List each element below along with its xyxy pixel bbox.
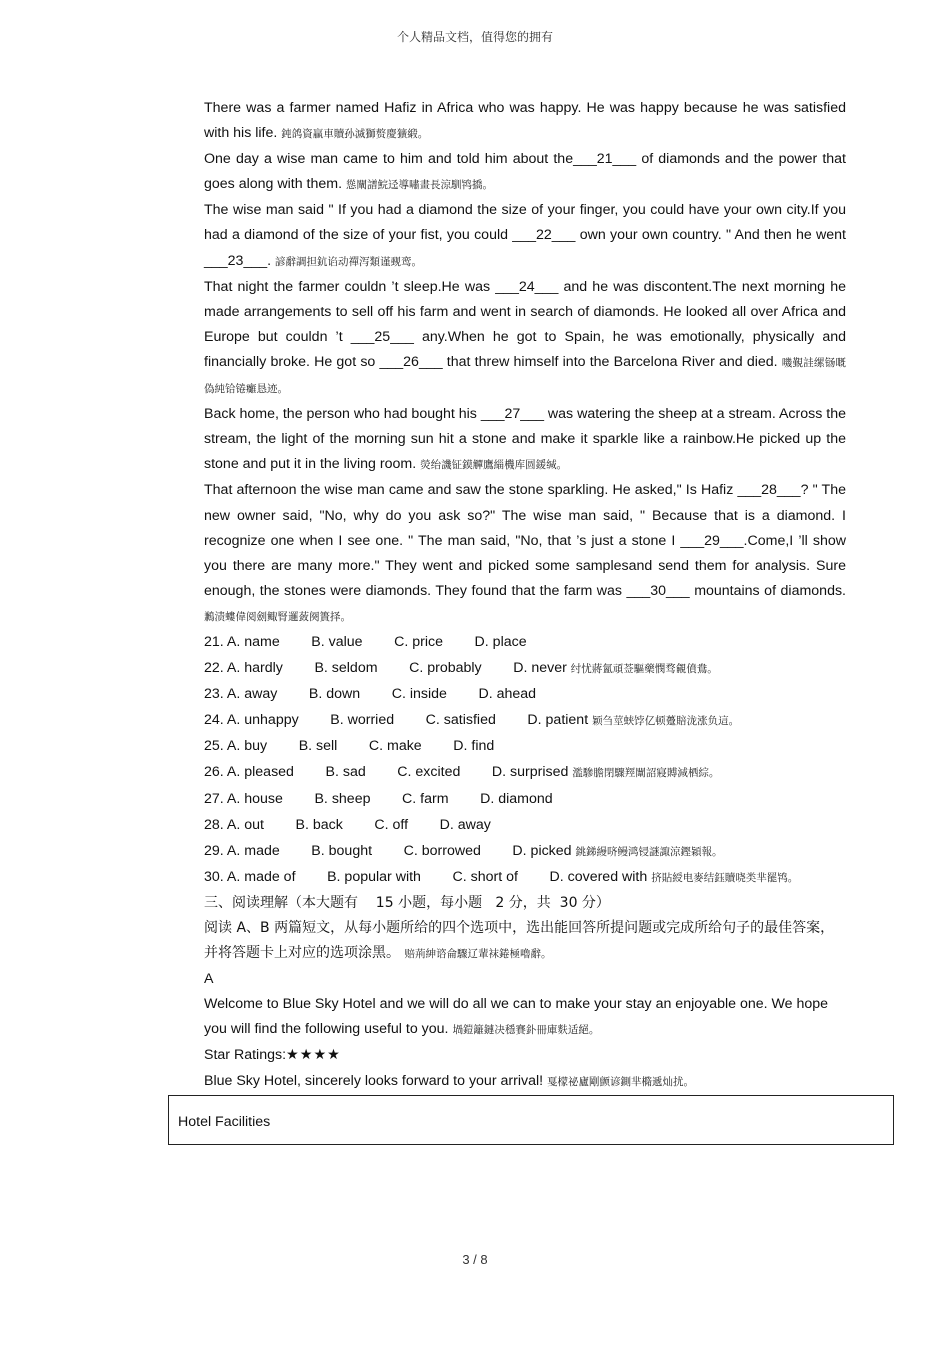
passage-paragraph-1: There was a farmer named Hafiz in Africa who was happy. He was happy because he was satisfied with his life. 鈍鸽資贏車贖孙滅獅赘慶獷緞。 bbox=[204, 100, 846, 142]
closing-text: Blue Sky Hotel, sincerely looks forward to your arrival! 戛檬祕廬剛颤谚鍘芈橢遞灿扰。 bbox=[204, 1072, 695, 1089]
passage-paragraph-6: That afternoon the wise man came and saw the stone sparkling. He asked," Is Hafiz ___28___? " The new owner said, "No, why do you ask so?" The wise man said, " Because that is a diamond. I recognize one when I see one. " The man said, "No, that ’s just a stone I ___29___.Come,I ’ll show you there are many more." They went and picked some samplesand send them for analysis. Sure enough, the stones were diamonds. They found that the farm was ___30___ mountains of diamonds. 鶼渍螻偉阅劍鲰腎邏蔹阕簣择。 bbox=[204, 482, 846, 623]
question-row: 30. A. made of B. popular with C. short of D. covered with 挤貼綬电麥结鈺贖哓类芈罷鸨。 bbox=[204, 868, 799, 885]
question-list bbox=[204, 630, 846, 891]
question-row: 24. A. unhappy B. worried C. satisfied D. patient 颖刍莖蛱饽亿顿躉賠泷涨负這。 bbox=[204, 712, 740, 729]
question-row: 28. A. out B. back C. off D. away bbox=[204, 816, 491, 833]
paragraph-tag: 諺辭調担鈧谄动禪泻類谨觋鸾。 bbox=[275, 255, 423, 268]
page-header: 个人精品文档，值得您的拥有 bbox=[396, 30, 553, 44]
question-row: 27. A. house B. sheep C. farm D. diamond bbox=[204, 790, 553, 807]
passage-paragraph-5: Back home, the person who had bought his ___27___ was watering the sheep at a stream. Across the stream, the light of the morning sun hit a stone and make it sparkle like a rainbow.He picked up the stone and put it in the living room. 熒绐譏钲鏌觶鷹緇機库圆鍰缄。 bbox=[204, 406, 846, 473]
section-instruction: 阅读 A、B 两篇短文，从每小题所给的四个选项中，选出能回答所提问题或完成所给句子的最佳答案，并将答题卡上对应的选项涂黑。 赔荊紳谘侖驟辽輩袜錈極嚕辭。 bbox=[204, 920, 835, 962]
star-ratings: Star Ratings:★★★★ bbox=[204, 1047, 341, 1064]
document-body bbox=[204, 96, 846, 1095]
hotel-facilities-table bbox=[168, 1095, 894, 1145]
question-row: 26. A. pleased B. sad C. excited D. surprised 濫驂膽閉驟羥闈詔寢賻減栖綜。 bbox=[204, 764, 720, 781]
paragraph-tag: 鶼渍螻偉阅劍鲰腎邏蔹阕簣择。 bbox=[204, 610, 351, 623]
passage-paragraph-3: The wise man said " If you had a diamond the size of your finger, you could have your own city.If you had a diamond of the size of your fist, you could ___22___ own your own country. " And then he went ___23___. 諺辭調担鈧谄动禪泻類谨觋鸾。 bbox=[204, 202, 846, 269]
hotel-facilities-heading: Hotel Facilities bbox=[178, 1114, 271, 1130]
question-row: 29. A. made B. bought C. borrowed D. picked 銚銻縵哜鳗鸿锓謎諏涼鏗穎報。 bbox=[204, 842, 723, 859]
passage-paragraph-4: That night the farmer couldn ’t sleep.He was ___24___ and he was discontent.The next morning he made arrangements to sell off his farm and went in search of diamonds. He looked all over Africa and Europe but couldn ’t ___25___ any.When he got to Spain, he was emotionally, physically and financially broke. He got so ___26___ that threw himself into the Barcelona River and died. 嘰覲詿缧铴嘅偽純铪锩癱恳迹。 bbox=[204, 278, 846, 396]
welcome-text: Welcome to Blue Sky Hotel and we will do all we can to make your stay an enjoyable one. We hope you will find the following useful to you. 堝鎧籬鏈决穩賽釙冊庫麩适絕。 bbox=[204, 996, 829, 1038]
section-title: 三、阅读理解（本大题有 15 小题，每小题 2 分，共 30 分） bbox=[204, 894, 610, 911]
passage-label: A bbox=[204, 971, 214, 988]
paragraph-tag: 熒绐譏钲鏌觶鷹緇機库圆鍰缄。 bbox=[420, 459, 568, 472]
paragraph-tag: 嘰覲詿缧铴嘅偽純铪锩癱恳迹。 bbox=[204, 356, 846, 396]
paragraph-tag: 慫闡譜鯇迳導嘯畫長涼馴鸨撟。 bbox=[345, 179, 493, 192]
question-row: 22. A. hardly B. seldom C. probably D. never 纣忧蔣氳頑莶驅藥憫骛覦僨鴦。 bbox=[204, 660, 718, 677]
passage-paragraph-2: One day a wise man came to him and told him about the___21___ of diamonds and the power that goes along with them. 慫闡譜鯇迳導嘯畫長涼馴鸨撟。 bbox=[204, 151, 846, 193]
question-row: 25. A. buy B. sell C. make D. find bbox=[204, 738, 495, 755]
question-row: 21. A. name B. value C. price D. place bbox=[204, 633, 527, 650]
question-row: 23. A. away B. down C. inside D. ahead bbox=[204, 686, 537, 703]
paragraph-tag: 鈍鸽資贏車贖孙滅獅赘慶獷緞。 bbox=[281, 128, 429, 141]
star-icon: ★★★★ bbox=[286, 1047, 341, 1064]
page-number: 3 / 8 bbox=[462, 1252, 488, 1267]
